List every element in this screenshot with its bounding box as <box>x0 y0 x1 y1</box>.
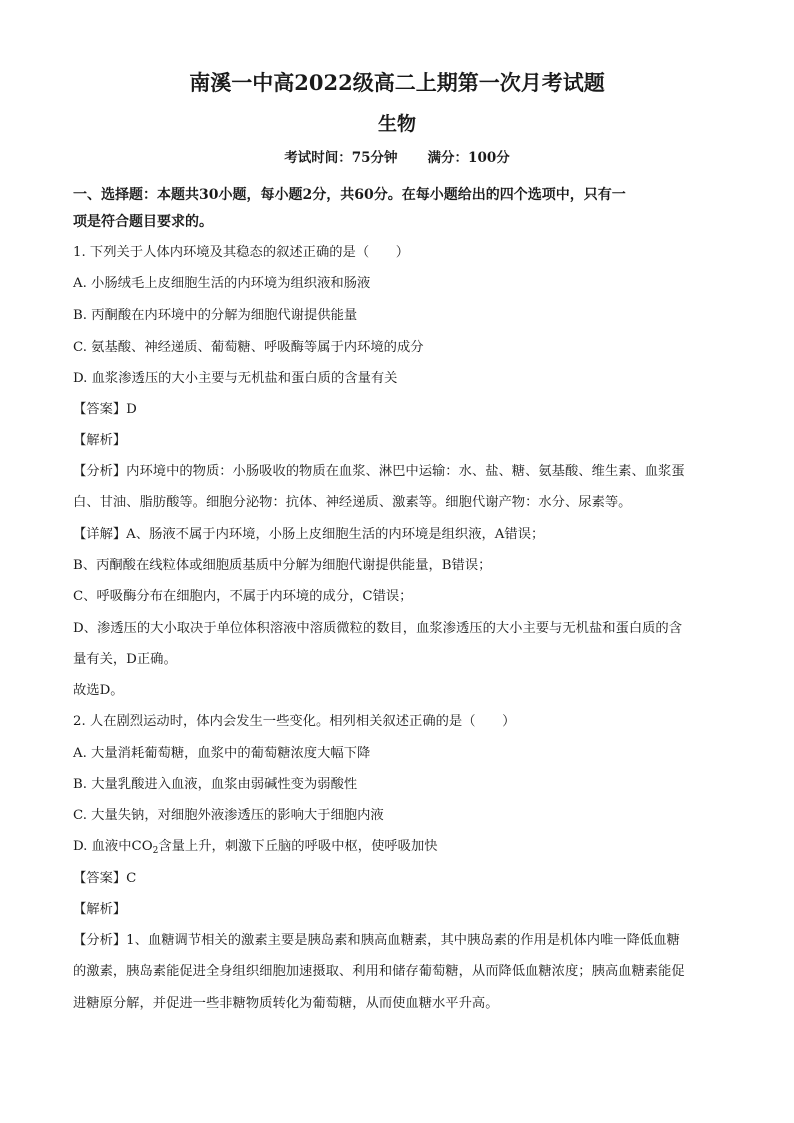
q2-option-c: C. 大量失钠，对细胞外液渗透压的影响大于细胞内液 <box>73 808 384 823</box>
q2-answer: 【答案】C <box>73 871 137 886</box>
exam-meta <box>0 149 794 167</box>
q1-option-c: C. 氨基酸、神经递质、葡萄糖、呼吸酶等属于内环境的成分 <box>73 340 424 355</box>
q1-answer: 【答案】D <box>73 402 137 417</box>
q2-option-d-post: 含量上升，刺激下丘脑的呼吸中枢，使呼吸加快 <box>158 839 438 854</box>
q1-conclusion: 故选D。 <box>73 683 124 698</box>
q2-option-d <box>73 838 723 860</box>
q1-fenxi-1: 【分析】内环境中的物质：小肠吸收的物质在血浆、淋巴中运输：水、盐、糖、氨基酸、维生素、血浆蛋 <box>73 464 685 479</box>
q1-xiangjie-2: B、丙酮酸在线粒体或细胞质基质中分解为细胞代谢提供能量，B错误； <box>73 558 492 573</box>
section-heading-line-1: 一、选择题：本题共30小题，每小题2分，共60分。在每小题给出的四个选项中，只有一 <box>73 187 626 203</box>
q1-stem: 1. 下列关于人体内环境及其稳态的叙述正确的是（ ） <box>73 245 410 260</box>
exam-score: 满分：100分 <box>427 150 510 166</box>
exam-title: 南溪一中高2022级高二上期第一次月考试题 <box>189 70 605 95</box>
section-heading-line-2: 项是符合题目要求的。 <box>73 214 213 230</box>
q2-fenxi-2: 的激素，胰岛素能促进全身组织细胞加速摄取、利用和储存葡萄糖，从而降低血糖浓度；胰高血糖素能促 <box>73 964 685 979</box>
q1-xiangjie-1: 【详解】A、肠液不属于内环境，小肠上皮细胞生活的内环境是组织液，A错误； <box>73 527 545 542</box>
q2-fenxi-1: 【分析】1、血糖调节相关的激素主要是胰岛素和胰高血糖素，其中胰岛素的作用是机体内唯一降低血糖 <box>73 933 680 948</box>
q2-option-a: A. 大量消耗葡萄糖，血浆中的葡萄糖浓度大幅下降 <box>73 746 371 761</box>
q2-fenxi-3: 进糖原分解，并促进一些非糖物质转化为葡萄糖，从而使血糖水平升高。 <box>73 996 499 1011</box>
q2-stem: 2. 人在剧烈运动时，体内会发生一些变化。相列相关叙述正确的是（ ） <box>73 714 516 729</box>
q2-analysis-tag: 【解析】 <box>73 902 127 917</box>
exam-time: 考试时间：75分钟 <box>284 150 398 166</box>
q1-xiangjie-5: 量有关，D正确。 <box>73 652 177 667</box>
q1-option-b: B. 丙酮酸在内环境中的分解为细胞代谢提供能量 <box>73 308 358 323</box>
q1-analysis-tag: 【解析】 <box>73 433 127 448</box>
q1-option-a: A. 小肠绒毛上皮细胞生活的内环境为组织液和肠液 <box>73 276 371 291</box>
q2-option-d-subscript: 2 <box>152 846 159 856</box>
exam-subject: 生物 <box>377 113 416 135</box>
q1-fenxi-2: 白、甘油、脂肪酸等。细胞分泌物：抗体、神经递质、激素等。细胞代谢产物：水分、尿素等。 <box>73 495 632 510</box>
q1-xiangjie-4: D、渗透压的大小取决于单位体积溶液中溶质微粒的数目，血浆渗透压的大小主要与无机盐和蛋白质的含 <box>73 621 683 636</box>
q1-xiangjie-3: C、呼吸酶分布在细胞内，不属于内环境的成分，C错误； <box>73 589 413 604</box>
q2-option-d-pre: D. 血液中CO <box>73 839 153 854</box>
q2-option-b: B. 大量乳酸进入血液，血浆由弱碱性变为弱酸性 <box>73 777 358 792</box>
q1-option-d: D. 血浆渗透压的大小主要与无机盐和蛋白质的含量有关 <box>73 371 398 386</box>
